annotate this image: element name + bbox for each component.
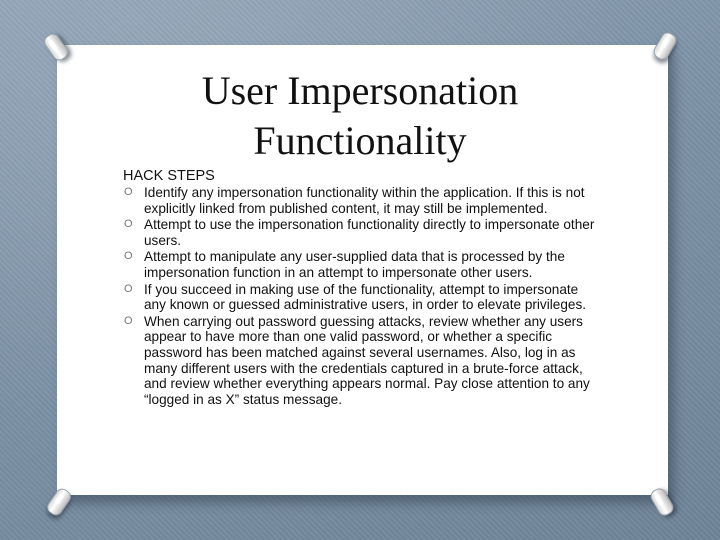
bullet-text: Attempt to use the impersonation functionality directly to impersonate other users. (144, 217, 595, 248)
bullet-icon: O (124, 218, 133, 231)
bullet-text: Attempt to manipulate any user-supplied data that is processed by the impersonation function in an attempt to impersonate other users. (144, 249, 565, 280)
list-item (123, 185, 603, 216)
bullet-icon: O (124, 282, 133, 295)
pushpin-icon (648, 486, 676, 518)
bullet-icon: O (124, 250, 133, 263)
list-item (123, 217, 603, 248)
bullet-icon: O (124, 314, 133, 327)
list-item (123, 314, 603, 408)
bullet-text: When carrying out password guessing attacks, review whether any users appear to have more than one valid password, or whether a specific password has been matched against several usernames. Also, log in as many different users with the credentials captured in a brute-force attack, and review whether everything appears normal. Pay close attention to any “logged in as X” status message. (144, 313, 590, 407)
slide-content (123, 168, 603, 408)
slide-title-line-2: Functionality (253, 118, 467, 163)
list-item (123, 249, 603, 280)
slide-title-line-1: User Impersonation (201, 68, 519, 113)
slide-title (0, 66, 720, 166)
list-item (123, 282, 603, 313)
bullet-text: Identify any impersonation functionality within the application. If this is not explicitly linked from published content, it may still be implemented. (144, 185, 585, 216)
bullet-icon: O (124, 186, 133, 198)
section-heading: HACK STEPS (123, 168, 215, 184)
bullet-text: If you succeed in making use of the functionality, attempt to impersonate any known or guessed administrative users, in order to elevate privileges. (144, 281, 587, 313)
bullet-list (123, 185, 603, 407)
